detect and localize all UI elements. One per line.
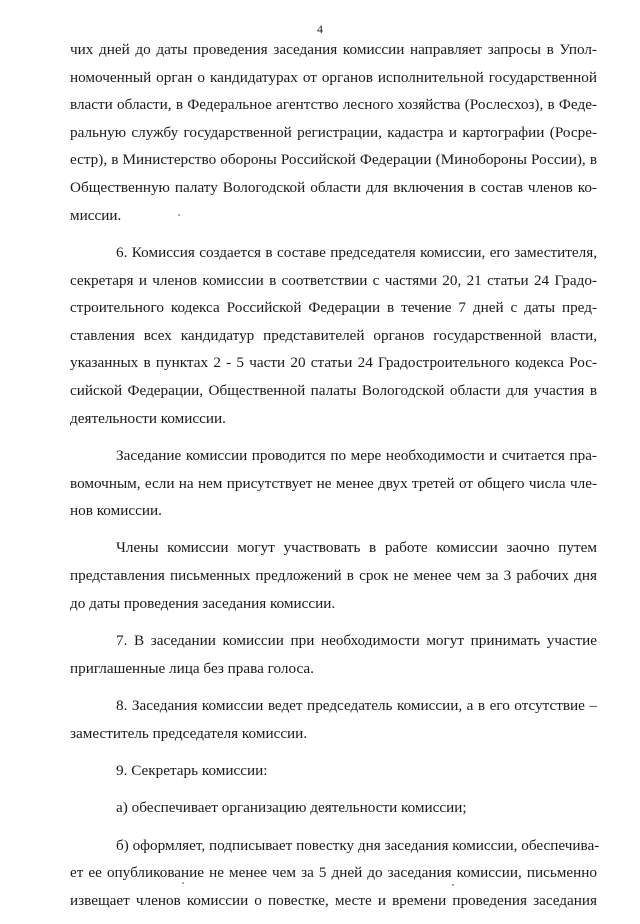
text-line: нов комиссии. [70, 502, 162, 520]
text-line: до даты проведения заседания комиссии. [70, 594, 336, 612]
text-line: вомочным, если на нем присутствует не менее двух третей от общего числа чле- [70, 474, 597, 492]
text-line: строительного кодекса Российской Федерации в течение 7 дней с даты пред- [70, 299, 597, 317]
page-number: 4 [317, 22, 323, 36]
text-line: а) обеспечивает организацию деятельности комиссии; [116, 799, 467, 817]
text-line: деятельности комиссии. [70, 409, 226, 427]
text-line: секретаря и членов комиссии в соответствии с частями 20, 21 статьи 24 Градо- [70, 271, 597, 289]
text-line: миссии. [70, 206, 122, 224]
scan-speck [182, 882, 184, 884]
text-line: заместитель председателя комиссии. [70, 724, 308, 742]
paragraph-7 [70, 627, 597, 682]
text-line: 7. В заседании комиссии при необходимости могут принимать участие [116, 632, 597, 650]
paragraph-9 [70, 757, 597, 785]
text-line: извещает членов комиссии о повестке, месте и времени проведения заседания [70, 892, 597, 909]
paragraph-continuation [70, 36, 597, 229]
paragraph-9b [70, 832, 600, 915]
text-line: представления письменных предложений в срок не менее чем за 3 рабочих дня [70, 567, 597, 585]
text-line: указанных в пунктах 2 - 5 части 20 статьи 24 Градостроительного кодекса Рос- [70, 354, 597, 372]
document-body [70, 36, 600, 924]
paragraph-9a [70, 794, 597, 822]
paragraph-remote [70, 534, 597, 617]
text-line: 8. Заседания комиссии ведет председатель комиссии, а в его отсутствие – [116, 697, 597, 715]
text-line: Члены комиссии могут участвовать в работе комиссии заочно путем [116, 539, 597, 557]
text-line: номоченный орган о кандидатурах от органов исполнительной государственной [70, 68, 597, 86]
text-line: Общественную палату Вологодской области для включения в состав членов ко- [70, 178, 597, 196]
text-line: естр), в Министерство обороны Российской Федерации (Минобороны России), в [70, 151, 597, 169]
text-line: б) оформляет, подписывает повестку дня заседания комиссии, обеспечива- [116, 836, 600, 854]
text-line: чих дней до даты проведения заседания комиссии направляет запросы в Упол- [70, 41, 597, 58]
text-line: ставления всех кандидатур представителей органов государственной власти, [70, 326, 597, 344]
text-line: сийской Федерации, Общественной палаты Вологодской области для участия в [70, 381, 597, 399]
scan-speck [452, 884, 454, 886]
text-line: 9. Секретарь комиссии: [116, 762, 268, 780]
paragraph-8 [70, 692, 597, 747]
scan-speck [178, 214, 180, 216]
text-line: 6. Комиссия создается в составе председателя комиссии, его заместителя, [116, 243, 597, 261]
paragraph-quorum [70, 442, 597, 525]
text-line: Заседание комиссии проводится по мере необходимости и считается пра- [116, 446, 597, 464]
text-line: ральную службу государственной регистрации, кадастра и картографии (Росре- [70, 123, 597, 141]
text-line: власти области, в Федеральное агентство лесного хозяйства (Рослесхоз), в Феде- [70, 96, 597, 114]
paragraph-6 [70, 239, 597, 432]
text-line: ет ее опубликование не менее чем за 5 дней до заседания комиссии, письменно [70, 864, 597, 882]
text-line: приглашенные лица без права голоса. [70, 659, 314, 677]
